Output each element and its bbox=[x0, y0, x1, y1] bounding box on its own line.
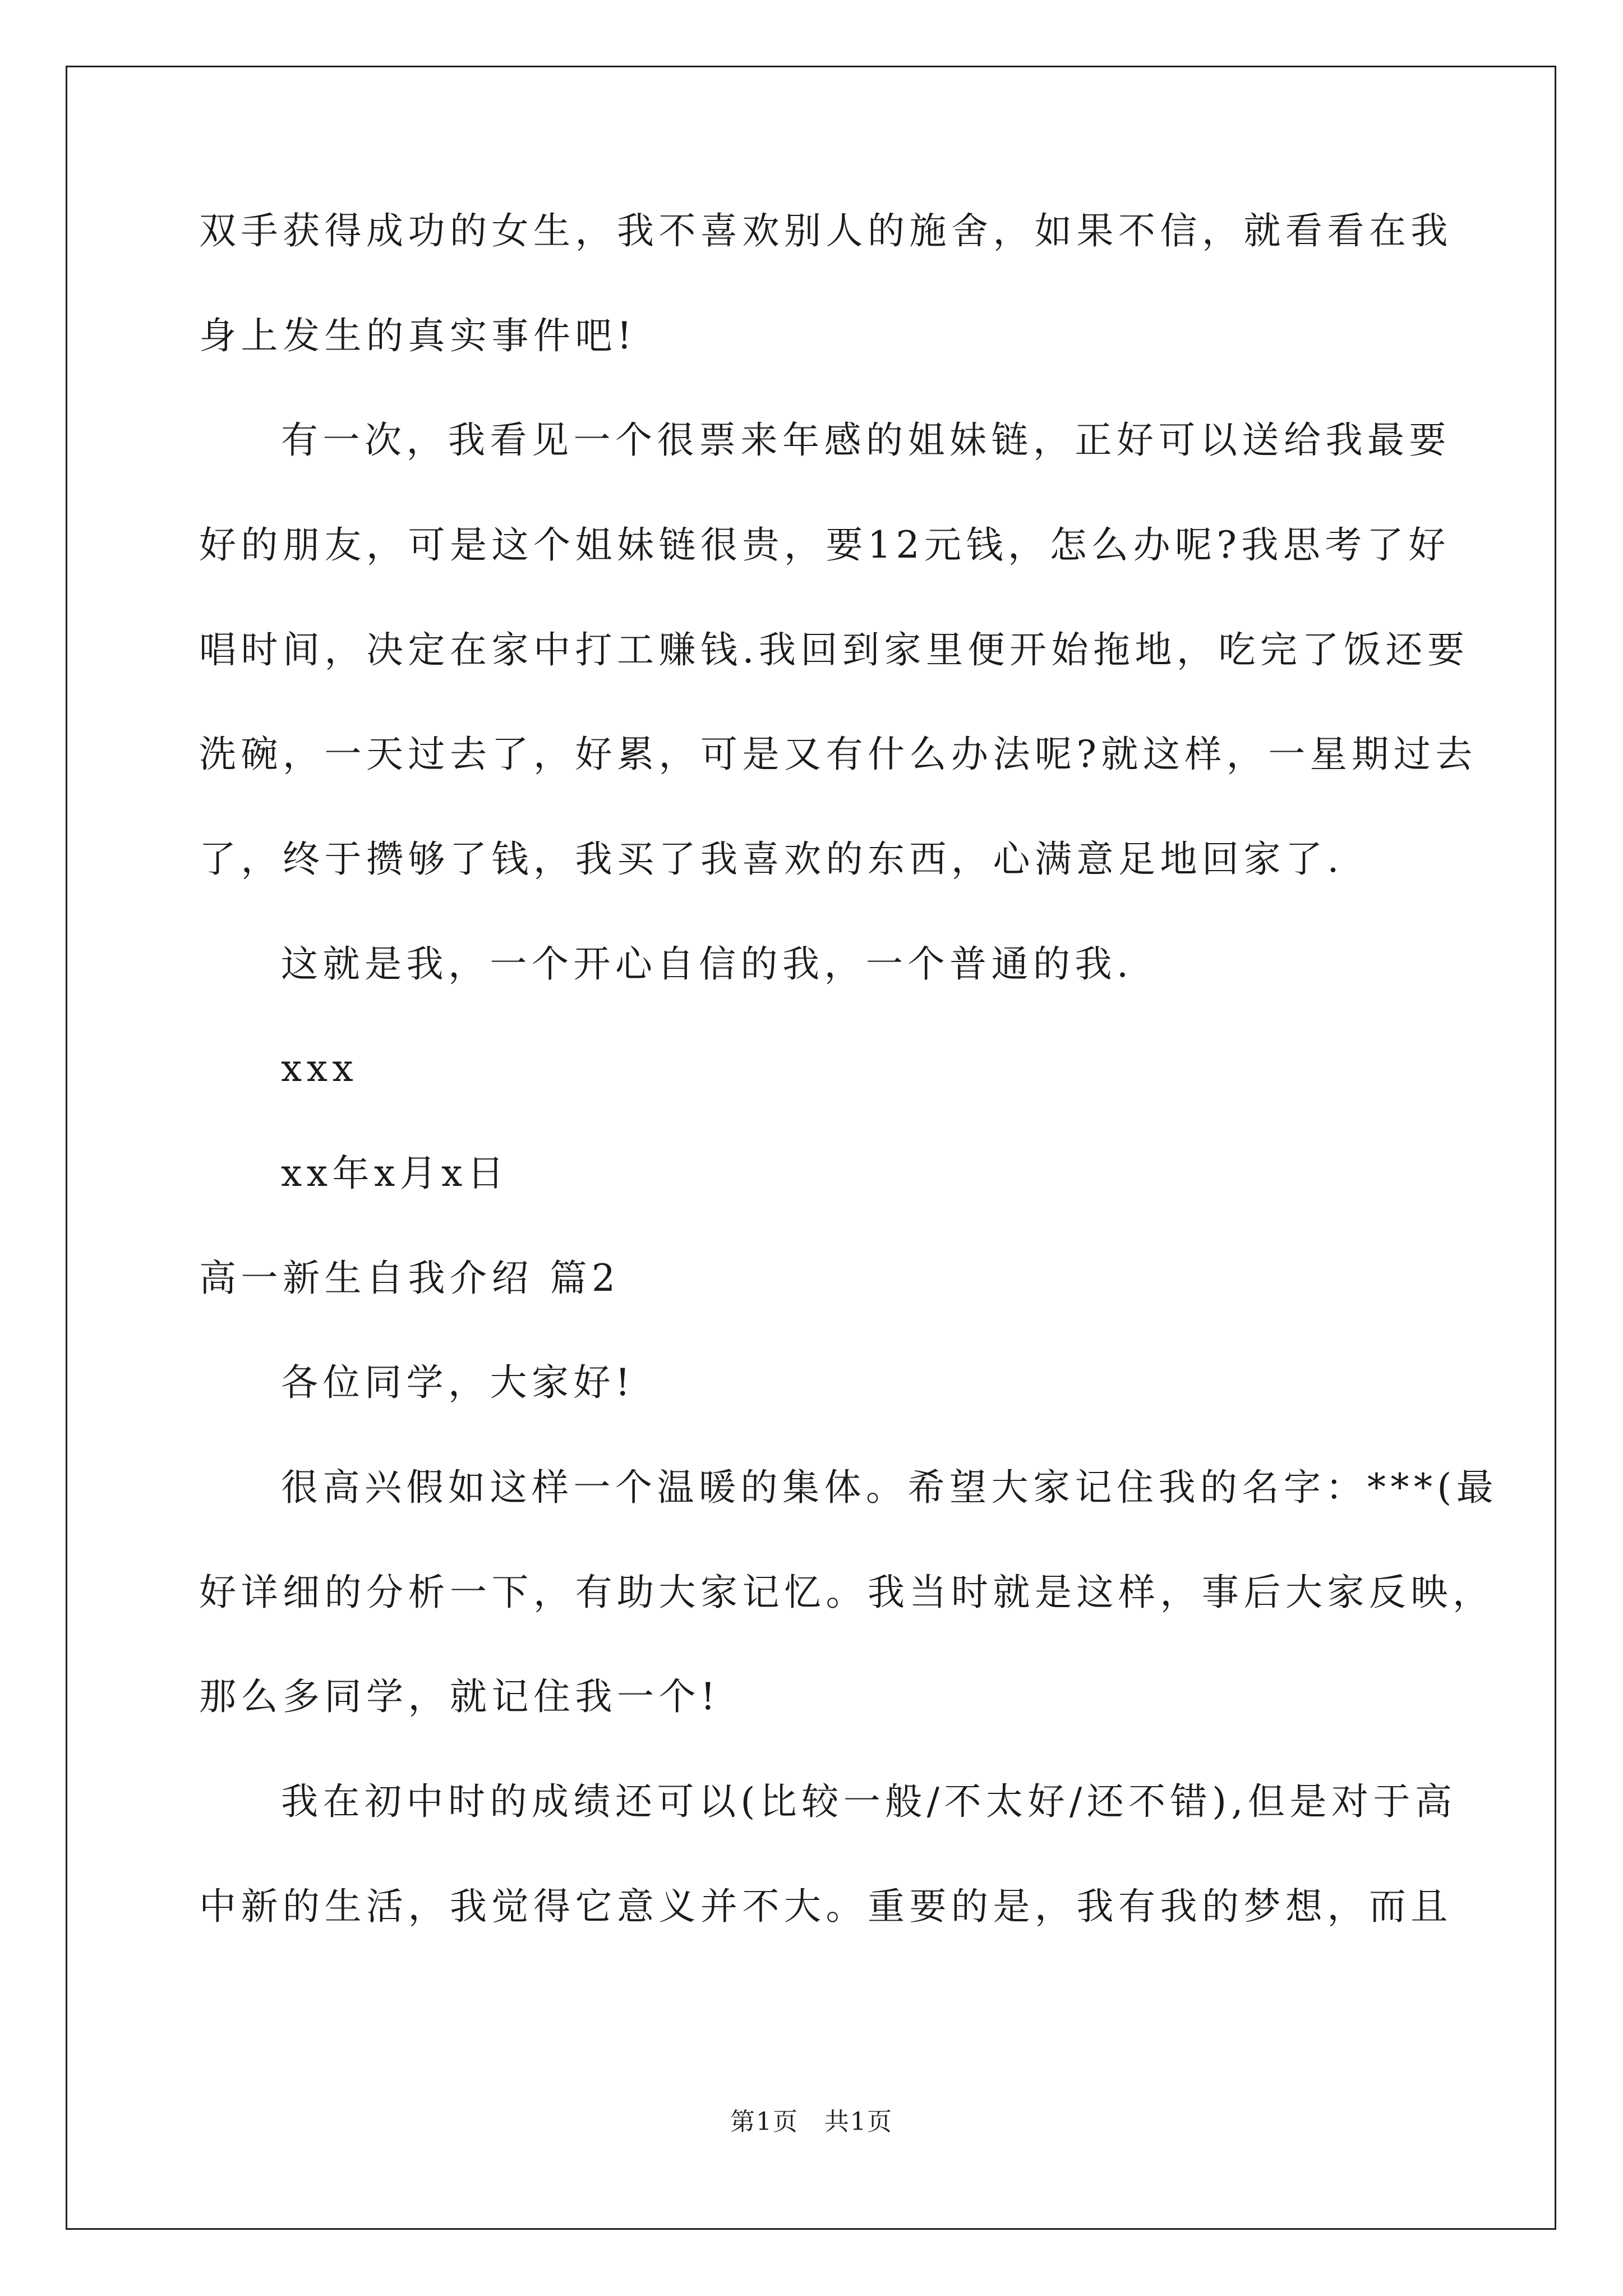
text-line: 有一次，我看见一个很票来年感的姐妹链，正好可以送给我最要 bbox=[281, 418, 1451, 462]
page-number-footer: 第1页 共1页 bbox=[730, 2108, 893, 2136]
text-line: 好详细的分析一下，有助大家记忆。我当时就是这样，事后大家反映， bbox=[199, 1571, 1495, 1614]
text-line: 唱时间，决定在家中打工赚钱.我回到家里便开始拖地，吃完了饭还要 bbox=[199, 628, 1469, 671]
text-line: 各位同学，大家好! bbox=[281, 1361, 635, 1404]
signature-date: xx年x月x日 bbox=[281, 1152, 509, 1195]
text-line: 我在初中时的成绩还可以(比较一般/不太好/还不错),但是对于高 bbox=[281, 1780, 1457, 1823]
text-line: 双手获得成功的女生，我不喜欢别人的施舍，如果不信，就看看在我 bbox=[199, 209, 1453, 252]
text-line: 了，终于攒够了钱，我买了我喜欢的东西，心满意足地回家了. bbox=[199, 838, 1344, 881]
text-line: 洗碗，一天过去了，好累，可是又有什么办法呢?就这样，一星期过去 bbox=[199, 733, 1477, 776]
section-heading: 高一新生自我介绍 篇2 bbox=[199, 1257, 620, 1300]
text-line: 好的朋友，可是这个姐妹链很贵，要12元钱，怎么办呢?我思考了好 bbox=[199, 523, 1450, 567]
text-line: 这就是我，一个开心自信的我，一个普通的我. bbox=[281, 942, 1133, 986]
text-line: 那么多同学，就记住我一个! bbox=[199, 1675, 721, 1718]
signature-name: xxx bbox=[281, 1047, 358, 1090]
text-line: 身上发生的真实事件吧! bbox=[199, 314, 637, 357]
text-line: 中新的生活，我觉得它意义并不大。重要的是，我有我的梦想，而且 bbox=[199, 1885, 1453, 1928]
text-line: 很高兴假如这样一个温暖的集体。希望大家记住我的名字：***(最 bbox=[281, 1466, 1498, 1509]
